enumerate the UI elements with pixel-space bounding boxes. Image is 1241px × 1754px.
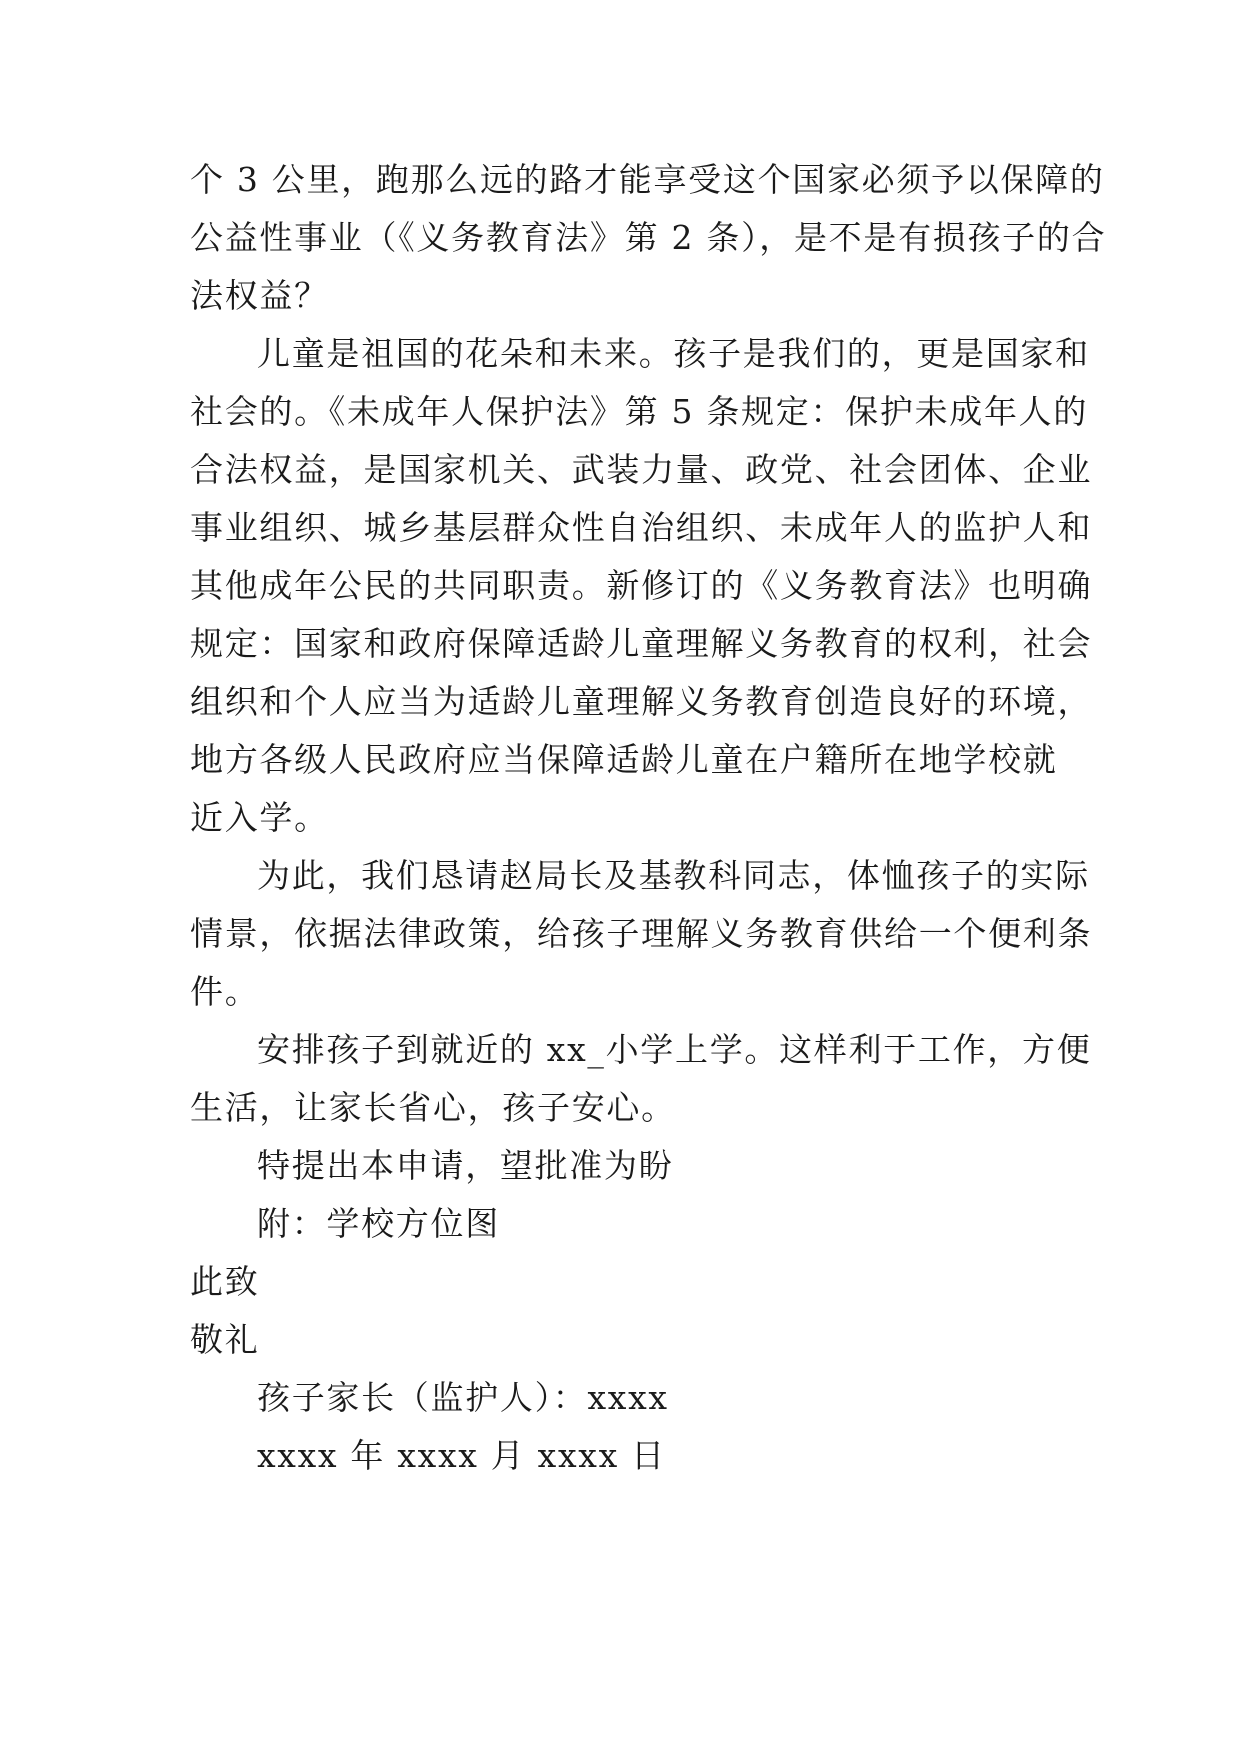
closing-salutation: 此致 xyxy=(190,1262,260,1301)
body-line: 合法权益，是国家机关、武装力量、政党、社会团体、企业 xyxy=(190,450,1093,489)
body-line: 近入学。 xyxy=(190,798,329,837)
paragraph-first-line: 儿童是祖国的花朵和未来。孩子是我们的，更是国家和 xyxy=(257,334,1090,373)
body-line: 社会的。《未成年人保护法》第 5 条规定：保护未成年人的 xyxy=(190,392,1089,431)
date-line: xxxx 年 xxxx 月 xxxx 日 xyxy=(257,1436,666,1475)
body-line: 组织和个人应当为适龄儿童理解义务教育创造良好的环境， xyxy=(190,682,1093,721)
body-line: 情景，依据法律政策，给孩子理解义务教育供给一个便利条 xyxy=(190,914,1093,953)
body-line: 个 3 公里，跑那么远的路才能享受这个国家必须予以保障的 xyxy=(190,160,1105,199)
body-line: 其他成年公民的共同职责。新修订的《义务教育法》也明确 xyxy=(190,566,1093,605)
body-line: 公益性事业（《义务教育法》第 2 条），是不是有损孩子的合 xyxy=(190,218,1107,257)
paragraph-first-line: 安排孩子到就近的 xx_小学上学。这样利于工作，方便 xyxy=(257,1030,1092,1069)
signature-line: 孩子家长（监护人）：xxxx xyxy=(257,1378,669,1417)
body-line: 规定：国家和政府保障适龄儿童理解义务教育的权利，社会 xyxy=(190,624,1093,663)
body-line: 地方各级人民政府应当保障适龄儿童在户籍所在地学校就 xyxy=(190,740,1058,779)
body-line: 生活，让家长省心，孩子安心。 xyxy=(190,1088,676,1127)
attachment-line: 附：学校方位图 xyxy=(257,1204,500,1243)
body-line: 件。 xyxy=(190,972,260,1011)
request-line: 特提出本申请，望批准为盼 xyxy=(257,1146,674,1185)
body-line: 事业组织、城乡基层群众性自治组织、未成年人的监护人和 xyxy=(190,508,1093,547)
paragraph-first-line: 为此，我们恳请赵局长及基教科同志，体恤孩子的实际 xyxy=(257,856,1090,895)
closing-regards: 敬礼 xyxy=(190,1320,260,1359)
body-line: 法权益？ xyxy=(190,276,329,315)
